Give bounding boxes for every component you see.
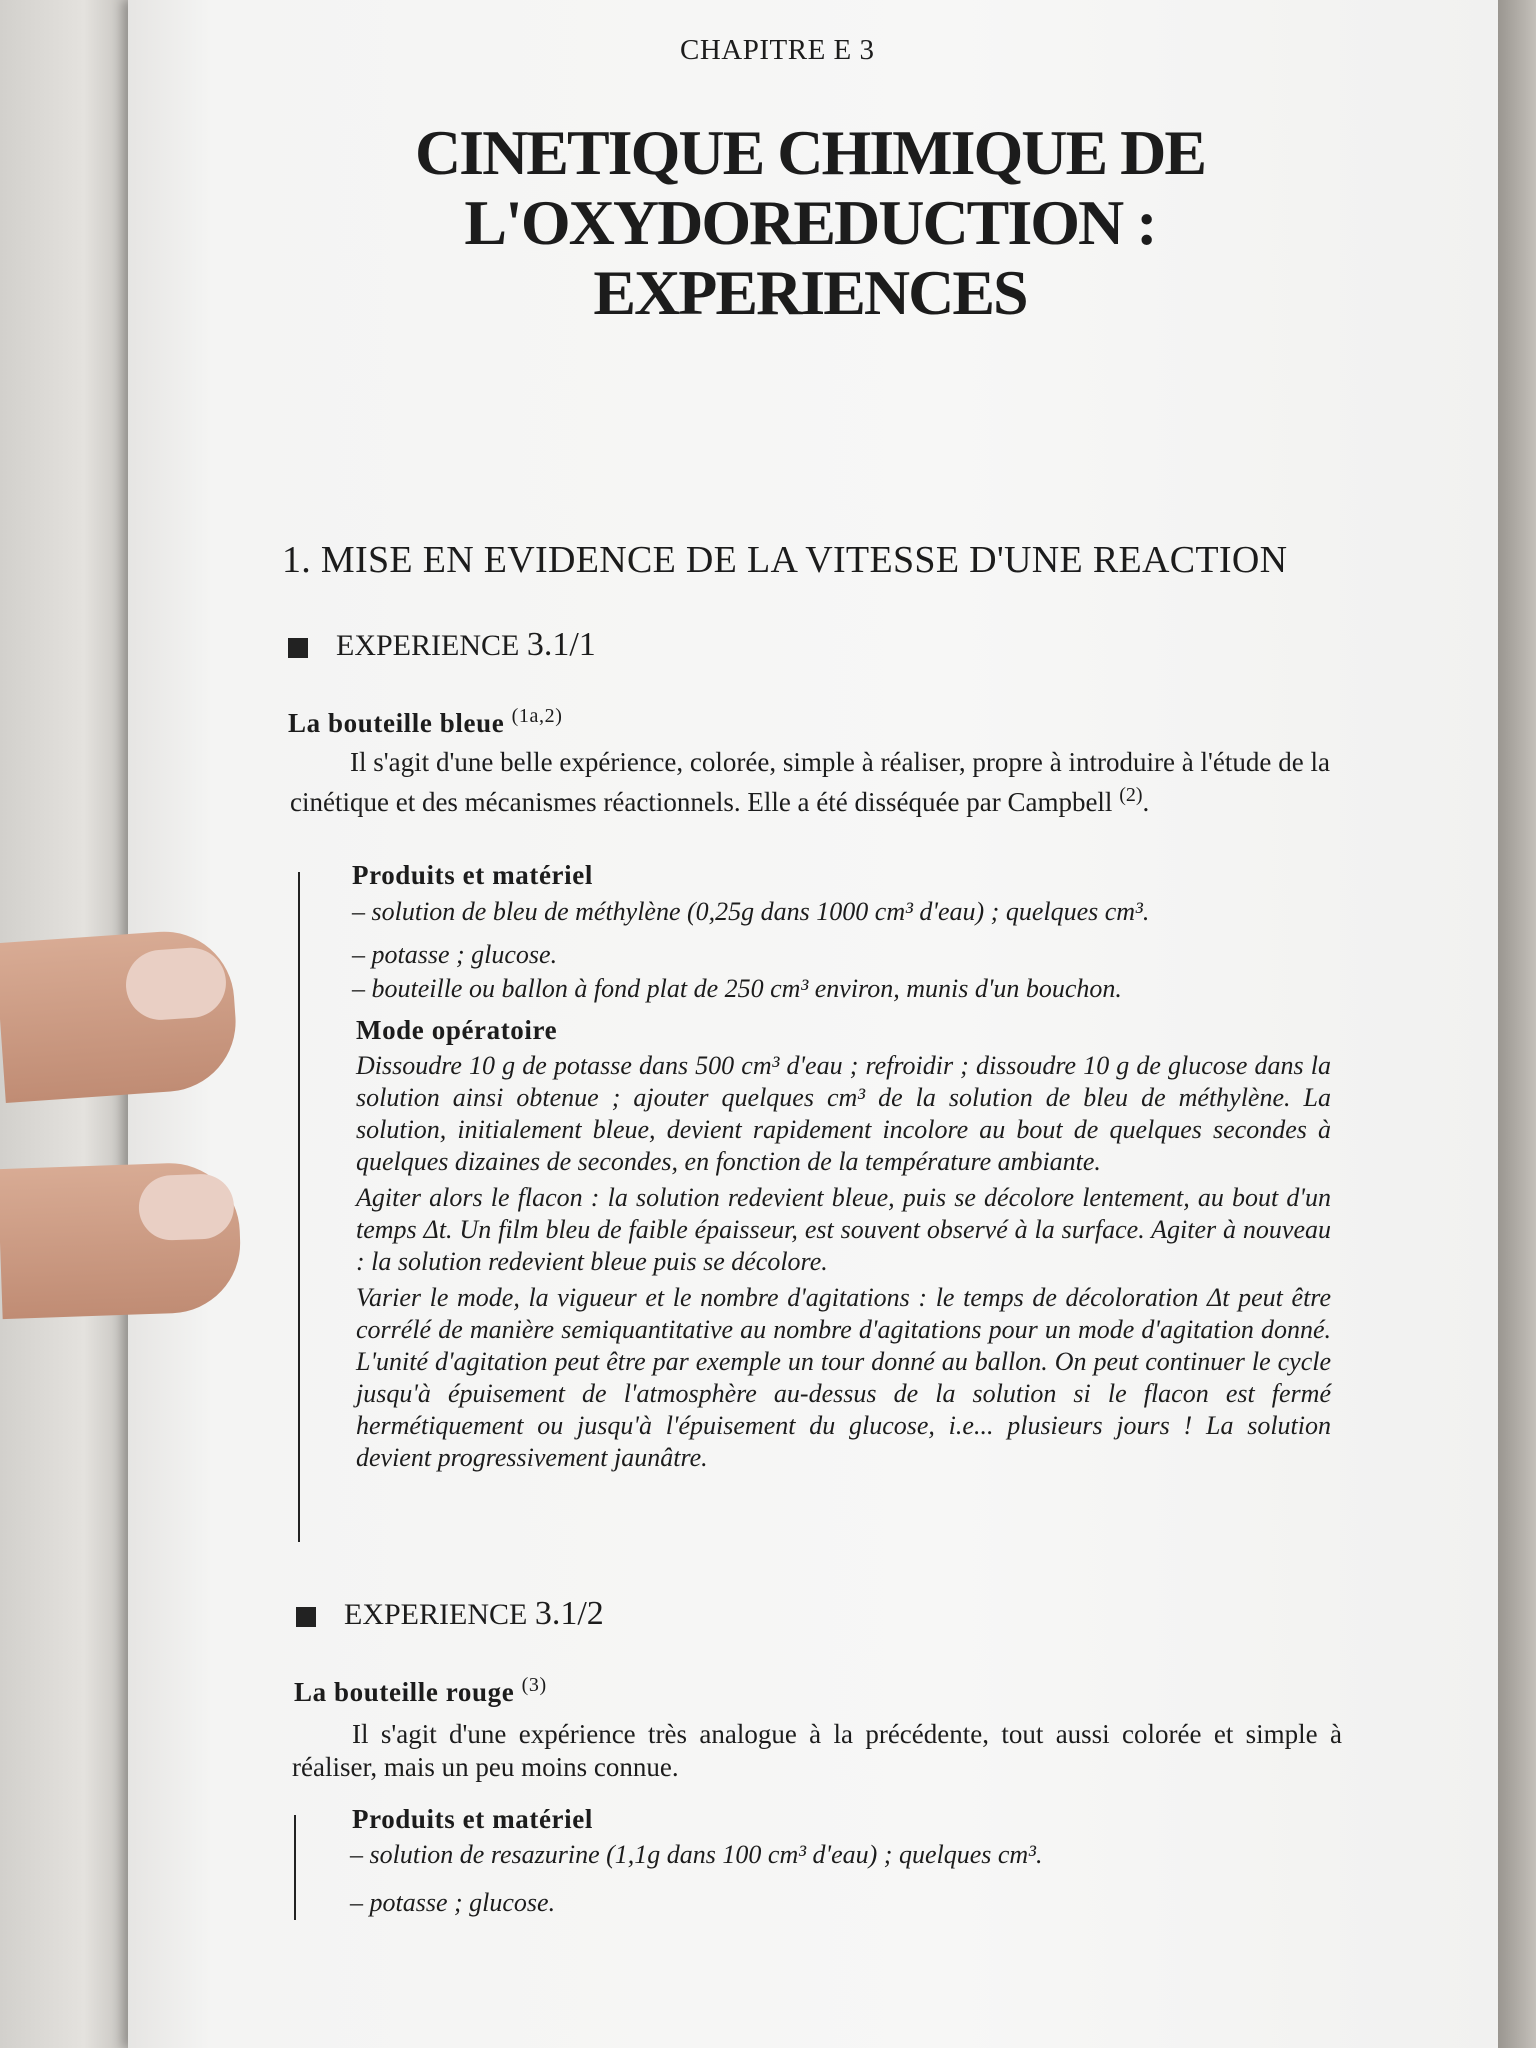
experience-heading [288,626,596,664]
experience-heading [296,1595,604,1633]
intro-paragraph: Il s'agit d'une expérience très analogue à la précédente, tout aussi colorée et simple à réaliser, mais un peu moins connue. [292,1719,1342,1782]
product-item: – solution de resazurine (1,1g dans 100 cm³ d'eau) ; quelques cm³. [350,1840,1043,1869]
fingernail [138,1173,235,1241]
title-line: L'OXYDOREDUCTION : [464,187,1156,258]
experience-title [288,705,562,739]
reference-marker: (2) [1119,784,1143,806]
experience-label: EXPERIENCE [344,1598,528,1631]
margin-bar [294,1815,296,1920]
experience-title [294,1674,547,1708]
product-item: – potasse ; glucose. [350,1888,556,1917]
products-heading: Produits et matériel [352,860,593,890]
finger-bottom [0,1161,243,1319]
experience-title-text: La bouteille bleue [288,708,505,738]
experience-number: 3.1/1 [526,626,596,663]
chapter-label: CHAPITRE E 3 [680,34,875,66]
right-page-edge [1498,0,1536,2048]
margin-bar [298,872,300,1542]
mode-text [356,1050,1331,1478]
page-title [330,118,1290,328]
square-bullet-icon [288,638,308,658]
mode-paragraph: Varier le mode, la vigueur et le nombre d'agitations : le temps de décoloration Δt peut être corrélé de manière semiquantitative au nombre d'agitations pour un mode d'agitation donné. L'unité d'agitation peut être par exemple un tour donné au ballon. On peut continuer le cycle jusqu'à épuisement de l'atmosphère au-dessus de la solution si le flacon est fermé hermétiquement ou jusqu'à l'épuisement du glucose, i.e... plusieurs jours ! La solution devient progressivement jaunâtre. [356,1283,1331,1472]
reference-marker: (3) [521,1674,547,1696]
section-heading: 1. MISE EN EVIDENCE DE LA VITESSE D'UNE REACTION [282,539,1288,581]
title-line: EXPERIENCES [593,257,1027,328]
product-item: – potasse ; glucose. [352,940,558,969]
product-item: – solution de bleu de méthylène (0,25g dans 1000 cm³ d'eau) ; quelques cm³. [352,897,1150,926]
mode-paragraph: Agiter alors le flacon : la solution redevient bleue, puis se décolore lentement, au bout d'un temps Δt. Un film bleu de faible épaisseur, est souvent observé à la surface. Agiter à nouveau : la solution redevient bleue puis se décolore. [356,1183,1331,1276]
finger-top [0,927,240,1103]
experience-label: EXPERIENCE [336,629,520,662]
experience-title-text: La bouteille rouge [294,1677,515,1707]
intro-paragraph [290,746,1330,819]
products-heading: Produits et matériel [352,1804,593,1834]
product-item: – bouteille ou ballon à fond plat de 250 cm³ environ, munis d'un bouchon. [352,974,1122,1003]
intro-text: Il s'agit d'une belle expérience, colorée, simple à réaliser, propre à introduire à l'étude de la cinétique et des mécanismes réactionnels. Elle a été disséquée par Campbell [290,747,1330,817]
intro-end: . [1142,787,1150,817]
mode-heading: Mode opératoire [356,1015,558,1045]
experience-number: 3.1/2 [534,1595,604,1632]
mode-paragraph: Dissoudre 10 g de potasse dans 500 cm³ d'eau ; refroidir ; dissoudre 10 g de glucose dans la solution ainsi obtenue ; ajouter quelques cm³ de la solution de bleu de méthylène. La solution, initialement bleue, devient rapidement incolore au bout de quelques secondes à quelques dizaines de secondes, en fonction de la température ambiante. [356,1051,1331,1176]
title-line: CINETIQUE CHIMIQUE DE [414,117,1206,188]
square-bullet-icon [296,1607,316,1627]
fingernail [124,945,229,1022]
reference-marker: (1a,2) [511,705,563,727]
